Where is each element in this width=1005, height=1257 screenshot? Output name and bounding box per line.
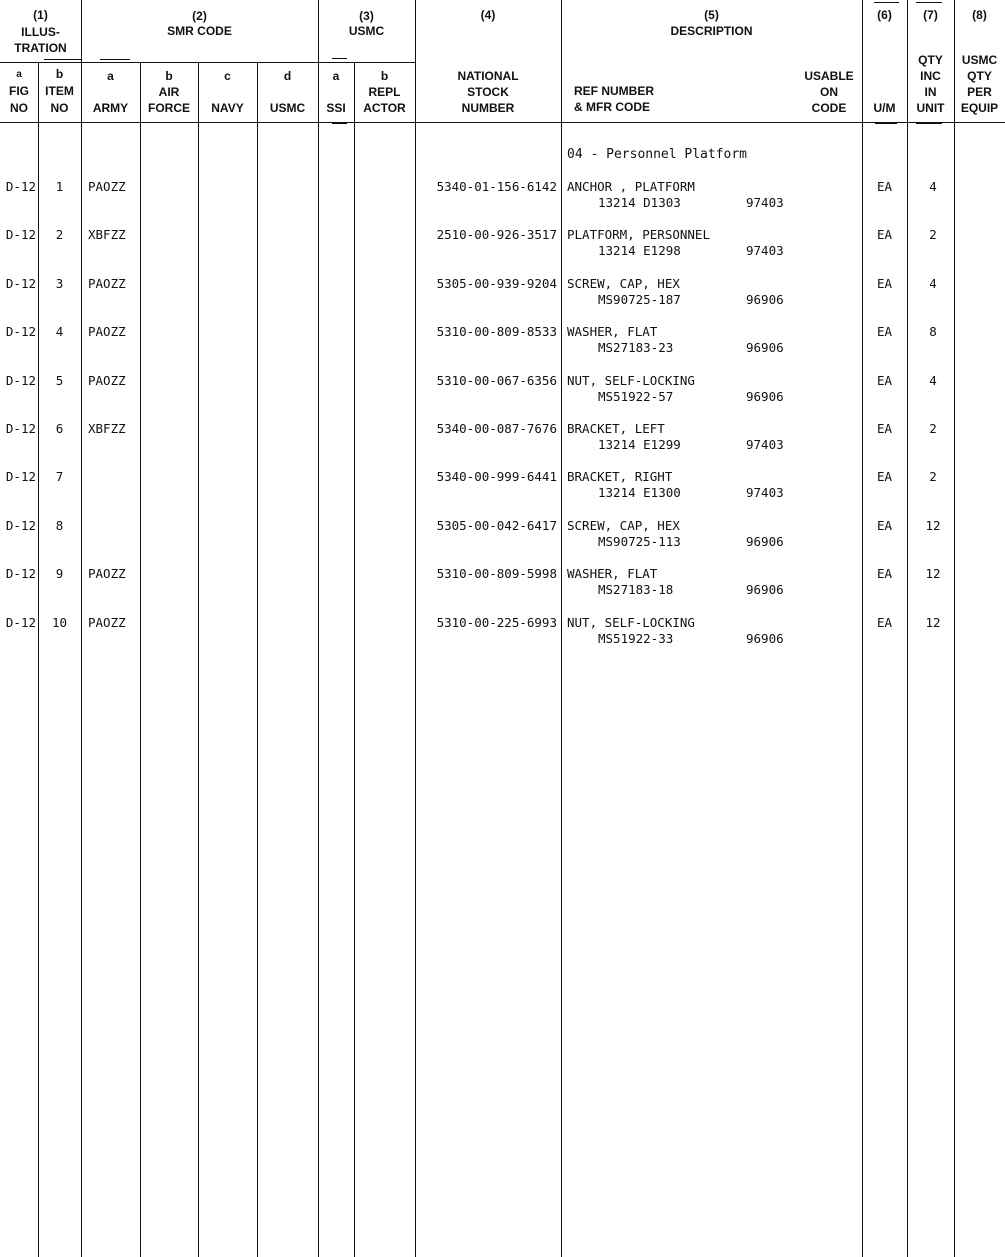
fig-no: D-12 <box>5 276 36 291</box>
national-stock-number: 5310-00-067-6356 <box>436 373 557 388</box>
ref-number: MS51922-57 <box>598 389 674 404</box>
ref-number: MS90725-113 <box>598 534 681 549</box>
mfr-code: 96906 <box>746 582 784 597</box>
qty-inc-in-unit: 2 <box>929 227 937 242</box>
col1-title-line2: TRATION <box>14 41 67 55</box>
smr-army: PAOZZ <box>88 615 126 630</box>
part-description: WASHER, FLAT <box>567 566 658 581</box>
part-description: SCREW, CAP, HEX <box>567 276 680 291</box>
col7-label-qty: QTY <box>918 53 943 67</box>
column-rule <box>257 62 258 1257</box>
col4-number: (4) <box>480 8 496 22</box>
item-no: 6 <box>55 421 64 436</box>
item-no: 8 <box>55 518 64 533</box>
qty-inc-in-unit: 4 <box>929 373 937 388</box>
col1a-letter: a <box>16 69 22 80</box>
fig-no: D-12 <box>5 227 36 242</box>
ref-number: MS90725-187 <box>598 292 681 307</box>
col2d-label: USMC <box>269 101 306 115</box>
smr-army: XBFZZ <box>88 227 126 242</box>
header-tick <box>44 59 82 60</box>
col5-usable-label: USABLE <box>804 69 854 83</box>
column-rule <box>198 62 199 1257</box>
col6-number: (6) <box>877 8 892 22</box>
mfr-code: 96906 <box>746 534 784 549</box>
col2d-letter: d <box>283 69 292 83</box>
fig-no: D-12 <box>5 615 36 630</box>
header-tick <box>332 58 347 59</box>
smr-army: PAOZZ <box>88 276 126 291</box>
unit-of-measure: EA <box>876 518 893 533</box>
col5-code-label: CODE <box>811 101 847 115</box>
col1a-label-no: NO <box>10 101 28 115</box>
part-description: BRACKET, RIGHT <box>567 469 673 484</box>
header-tick <box>332 123 347 124</box>
header-rule <box>0 122 1005 123</box>
col8-label-equip: EQUIP <box>960 101 999 115</box>
ref-number: 13214 E1298 <box>598 243 681 258</box>
mfr-code: 96906 <box>746 340 784 355</box>
col3-title: USMC <box>348 24 385 38</box>
col2c-label: NAVY <box>211 101 244 115</box>
fig-no: D-12 <box>5 373 36 388</box>
ref-number: MS27183-18 <box>598 582 674 597</box>
col7-number: (7) <box>923 8 938 22</box>
col2b-label-air: AIR <box>158 85 180 99</box>
col8-label-usmc: USMC <box>961 53 998 67</box>
part-description: NUT, SELF-LOCKING <box>567 615 695 630</box>
header-tick <box>100 59 130 60</box>
national-stock-number: 5340-00-999-6441 <box>436 469 557 484</box>
national-stock-number: 5305-00-042-6417 <box>436 518 557 533</box>
smr-army: PAOZZ <box>88 179 126 194</box>
qty-inc-in-unit: 4 <box>929 179 937 194</box>
national-stock-number: 5310-00-225-6993 <box>436 615 557 630</box>
smr-army: XBFZZ <box>88 421 126 436</box>
col7-label-unit: UNIT <box>916 101 945 115</box>
national-stock-number: 5340-00-087-7676 <box>436 421 557 436</box>
col2a-letter: a <box>107 69 114 83</box>
fig-no: D-12 <box>5 324 36 339</box>
column-rule <box>561 0 562 1257</box>
unit-of-measure: EA <box>876 373 893 388</box>
col4-label-number: NUMBER <box>461 101 515 115</box>
col1-title-line1: ILLUS- <box>21 25 60 39</box>
col7-label-in: IN <box>924 85 937 99</box>
col5-number: (5) <box>704 8 719 22</box>
col2a-label: ARMY <box>92 101 129 115</box>
national-stock-number: 2510-00-926-3517 <box>436 227 557 242</box>
unit-of-measure: EA <box>876 276 893 291</box>
header-tick <box>916 2 942 3</box>
col1b-label-no: NO <box>50 101 69 115</box>
qty-inc-in-unit: 12 <box>925 566 941 581</box>
fig-no: D-12 <box>5 518 36 533</box>
national-stock-number: 5310-00-809-5998 <box>436 566 557 581</box>
col3b-letter: b <box>380 69 389 83</box>
unit-of-measure: EA <box>876 324 893 339</box>
col1-number: (1) <box>33 8 48 22</box>
col8-label-per: PER <box>967 85 992 99</box>
col2-number: (2) <box>192 9 207 23</box>
col5-title: DESCRIPTION <box>670 24 753 38</box>
fig-no: D-12 <box>5 179 36 194</box>
fig-no: D-12 <box>5 469 36 484</box>
unit-of-measure: EA <box>876 566 893 581</box>
item-no: 7 <box>55 469 64 484</box>
unit-of-measure: EA <box>876 469 893 484</box>
smr-army: PAOZZ <box>88 324 126 339</box>
part-description: ANCHOR , PLATFORM <box>567 179 695 194</box>
ref-number: MS51922-33 <box>598 631 674 646</box>
item-no: 4 <box>55 324 64 339</box>
column-rule <box>318 0 319 1257</box>
part-description: WASHER, FLAT <box>567 324 658 339</box>
col2c-letter: c <box>224 69 231 83</box>
col2-title: SMR CODE <box>167 24 232 38</box>
col7-label-inc: INC <box>920 69 941 83</box>
column-rule <box>140 62 141 1257</box>
col2b-label-force: FORCE <box>148 101 190 115</box>
national-stock-number: 5340-01-156-6142 <box>436 179 557 194</box>
col3b-label-actor: ACTOR <box>363 101 406 115</box>
part-description: SCREW, CAP, HEX <box>567 518 680 533</box>
col3a-label: SSI <box>326 101 346 115</box>
header-tick <box>874 2 899 3</box>
mfr-code: 97403 <box>746 485 784 500</box>
item-no: 2 <box>55 227 64 242</box>
unit-of-measure: EA <box>876 421 893 436</box>
col3b-label-repl: REPL <box>368 85 401 99</box>
mfr-code: 97403 <box>746 243 784 258</box>
fig-no: D-12 <box>5 421 36 436</box>
col3a-letter: a <box>332 69 340 83</box>
ref-number: 13214 E1300 <box>598 485 681 500</box>
header-tick <box>875 123 897 124</box>
col2b-letter: b <box>165 69 173 83</box>
col1a-label-fig: FIG <box>9 84 29 98</box>
mfr-code: 97403 <box>746 195 784 210</box>
unit-of-measure: EA <box>876 179 893 194</box>
fig-no: D-12 <box>5 566 36 581</box>
ref-number: 13214 D1303 <box>598 195 681 210</box>
item-no: 5 <box>55 373 64 388</box>
col8-number: (8) <box>972 8 987 22</box>
col3-number: (3) <box>359 9 374 23</box>
col4-label-stock: STOCK <box>467 85 509 99</box>
mfr-code: 96906 <box>746 631 784 646</box>
header-rule <box>0 62 81 63</box>
national-stock-number: 5305-00-939-9204 <box>436 276 557 291</box>
header-rule <box>81 62 318 63</box>
item-no: 3 <box>55 276 64 291</box>
qty-inc-in-unit: 4 <box>929 276 937 291</box>
qty-inc-in-unit: 12 <box>925 615 941 630</box>
column-rule <box>354 62 355 1257</box>
col6-label: U/M <box>873 101 896 115</box>
header-tick <box>916 123 942 124</box>
column-rule <box>81 0 82 1257</box>
part-description: PLATFORM, PERSONNEL <box>567 227 710 242</box>
item-no: 10 <box>51 615 68 630</box>
ref-number: 13214 E1299 <box>598 437 681 452</box>
mfr-code: 96906 <box>746 389 784 404</box>
mfr-code: 97403 <box>746 437 784 452</box>
col8-label-qty: QTY <box>967 69 992 83</box>
qty-inc-in-unit: 2 <box>929 469 937 484</box>
national-stock-number: 5310-00-809-8533 <box>436 324 557 339</box>
col4-label-national: NATIONAL <box>457 69 519 83</box>
item-no: 1 <box>55 179 64 194</box>
col5-on-label: ON <box>820 85 838 99</box>
ref-number: MS27183-23 <box>598 340 674 355</box>
qty-inc-in-unit: 12 <box>925 518 941 533</box>
qty-inc-in-unit: 8 <box>929 324 937 339</box>
col1b-letter: b <box>55 67 64 81</box>
part-description: NUT, SELF-LOCKING <box>567 373 695 388</box>
smr-army: PAOZZ <box>88 566 126 581</box>
qty-inc-in-unit: 2 <box>929 421 937 436</box>
section-title: 04 - Personnel Platform <box>567 147 748 162</box>
col5-mfr-code-label: & MFR CODE <box>574 100 650 114</box>
col1b-label-item: ITEM <box>45 84 74 98</box>
item-no: 9 <box>55 566 64 581</box>
smr-army: PAOZZ <box>88 373 126 388</box>
unit-of-measure: EA <box>876 615 893 630</box>
col5-ref-number-label: REF NUMBER <box>574 84 654 98</box>
mfr-code: 96906 <box>746 292 784 307</box>
part-description: BRACKET, LEFT <box>567 421 665 436</box>
header-rule <box>318 62 415 63</box>
unit-of-measure: EA <box>876 227 893 242</box>
